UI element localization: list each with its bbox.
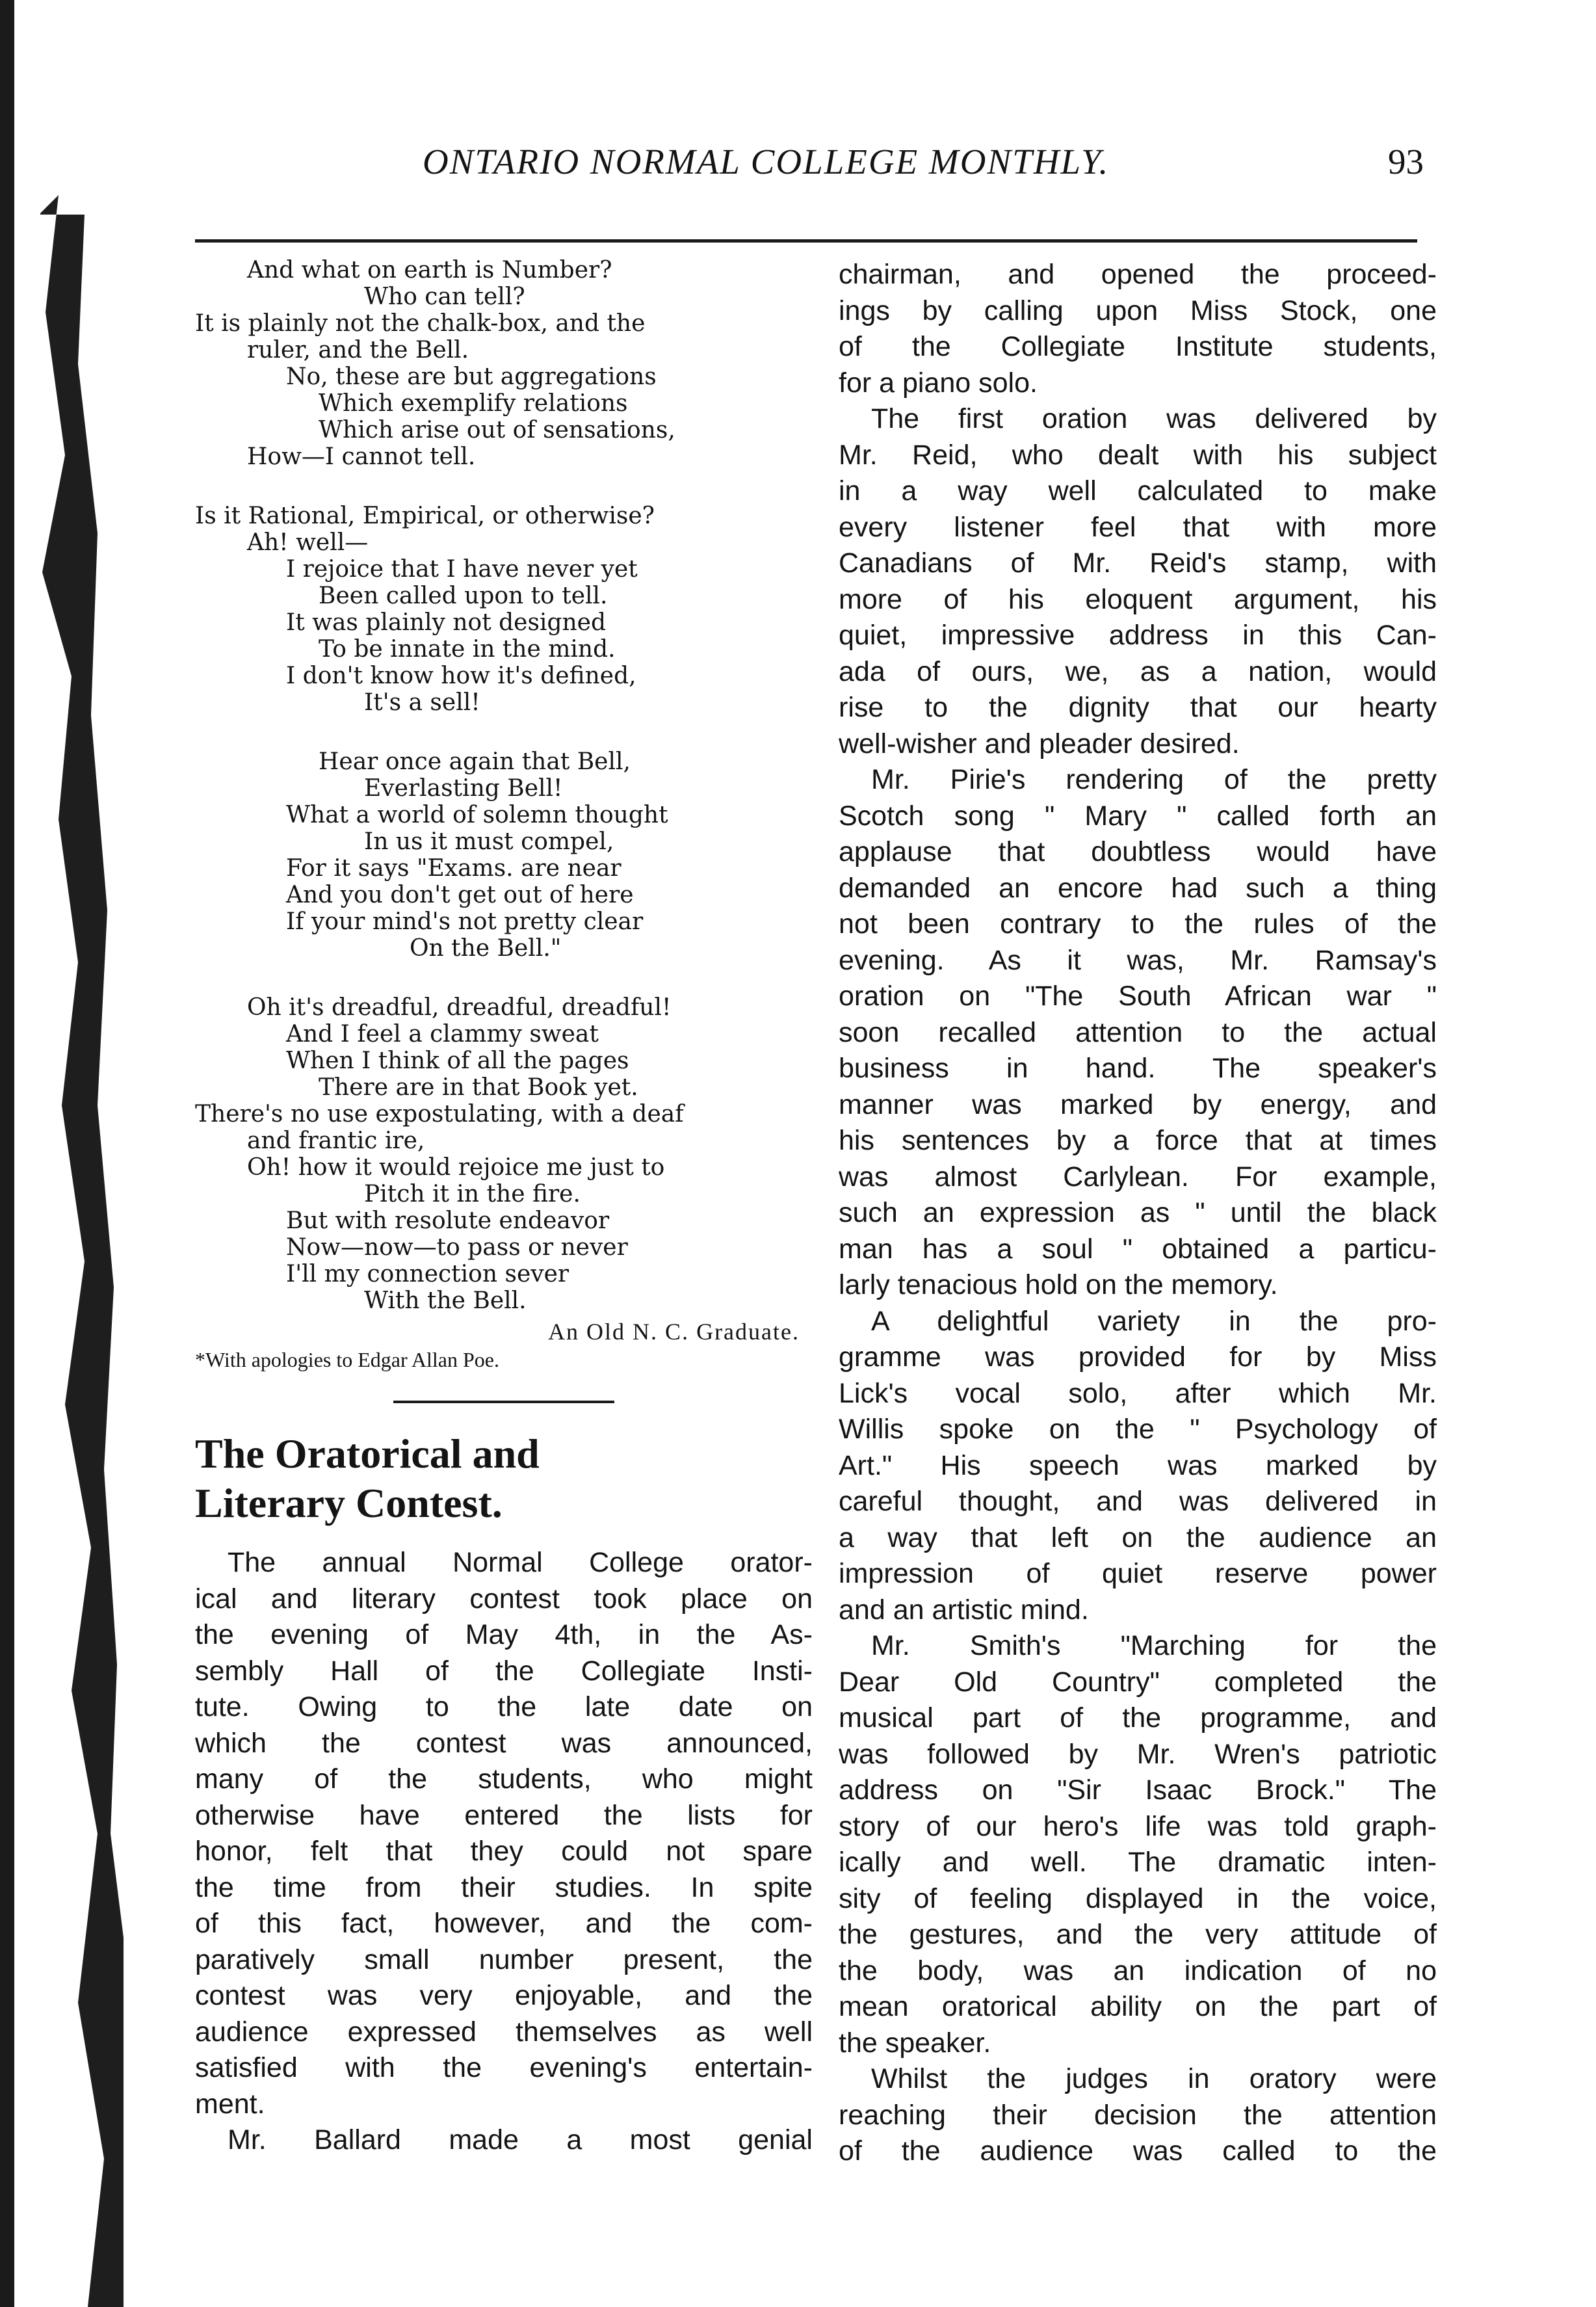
text-line: manner was marked by energy, and <box>839 1088 1437 1120</box>
text-line: the body, was an indication of no <box>839 1955 1437 1986</box>
page-header <box>195 127 1430 205</box>
text-line: contest was very enjoyable, and the <box>195 1980 813 2011</box>
poem-line: In us it must compel, <box>364 828 614 855</box>
text-line: ical and literary contest took place on <box>195 1583 813 1615</box>
text-line: otherwise have entered the lists for <box>195 1799 813 1831</box>
page-binding-edge <box>0 0 124 2307</box>
poem-stanza-3 <box>195 748 813 962</box>
poem-line: and frantic ire, <box>247 1127 425 1154</box>
text-line: Mr. Smith's "Marching for the <box>871 1630 1437 1661</box>
text-line: and an artistic mind. <box>839 1594 1089 1626</box>
right-column <box>839 257 1437 2170</box>
article-paragraph <box>839 1304 1437 1629</box>
poem-line: And what on earth is Number? <box>247 257 612 283</box>
text-line: his sentences by a force that at times <box>839 1125 1437 1156</box>
text-line: soon recalled attention to the actual <box>839 1016 1437 1048</box>
poem-line: I'll my connection sever <box>286 1261 569 1287</box>
text-line: not been contrary to the rules of the <box>839 908 1437 940</box>
poem-line: It was plainly not designed <box>286 609 607 636</box>
running-title: ONTARIO NORMAL COLLEGE MONTHLY. <box>423 142 1110 181</box>
text-line: paratively small number present, the <box>195 1944 813 1975</box>
text-line: mean oratorical ability on the part of <box>839 1991 1437 2022</box>
poem-line: Is it Rational, Empirical, or otherwise? <box>195 503 655 529</box>
text-line: of this fact, however, and the com- <box>195 1908 813 1939</box>
text-line: every listener feel that with more <box>839 511 1437 543</box>
text-line: story of our hero's life was told graph- <box>839 1810 1437 1842</box>
text-line: careful thought, and was delivered in <box>839 1486 1437 1517</box>
article-paragraph <box>839 257 1437 401</box>
text-line: was followed by Mr. Wren's patriotic <box>839 1738 1437 1770</box>
text-line: audience expressed themselves as well <box>195 2016 813 2048</box>
article-paragraph <box>839 2061 1437 2170</box>
text-line: many of the students, who might <box>195 1763 813 1795</box>
poem-stanza-2 <box>195 503 813 716</box>
poem-line: What a world of solemn thought <box>286 802 668 828</box>
article-title-line: The Oratorical and <box>195 1430 540 1477</box>
text-line: address on "Sir Isaac Brock." The <box>839 1774 1437 1806</box>
poem-stanza-1 <box>195 257 813 470</box>
text-line: business in hand. The speaker's <box>839 1053 1437 1084</box>
poem-line: Ah! well— <box>247 529 369 556</box>
text-line: the speaker. <box>839 2027 991 2059</box>
poem-line: When I think of all the pages <box>286 1048 629 1074</box>
text-line: Canadians of Mr. Reid's stamp, with <box>839 547 1437 579</box>
poem-line: It's a sell! <box>364 689 480 716</box>
text-line: ically and well. The dramatic inten- <box>839 1847 1437 1878</box>
text-line: Mr. Reid, who dealt with his subject <box>839 439 1437 471</box>
poem-line: I don't know how it's defined, <box>286 663 636 689</box>
text-line: A delightful variety in the pro- <box>871 1305 1437 1337</box>
left-column <box>195 257 813 2159</box>
text-line: gramme was provided for by Miss <box>839 1341 1437 1373</box>
text-line: impression of quiet reserve power <box>839 1558 1437 1589</box>
text-line: ings by calling upon Miss Stock, one <box>839 295 1437 326</box>
text-line: The annual Normal College orator- <box>228 1547 813 1578</box>
poem-line: Now—now—to pass or never <box>286 1234 628 1261</box>
poem-line: Oh it's dreadful, dreadful, dreadful! <box>247 994 672 1021</box>
text-line: The first oration was delivered by <box>871 403 1437 434</box>
poem-line: And you don't get out of here <box>286 882 634 908</box>
article-paragraph <box>839 762 1437 1304</box>
poem-line: And I feel a clammy sweat <box>286 1021 599 1048</box>
poem-line: Pitch it in the fire. <box>364 1181 581 1207</box>
text-line: quiet, impressive address in this Can- <box>839 620 1437 651</box>
poem-stanza-4 <box>195 994 813 1314</box>
article-title <box>195 1429 813 1528</box>
poem-signature: An Old N. C. Graduate. <box>548 1319 800 1345</box>
text-line: reaching their decision the attention <box>839 2099 1437 2131</box>
text-line: honor, felt that they could not spare <box>195 1836 813 1867</box>
text-line: of the audience was called to the <box>839 2135 1437 2167</box>
text-line: ada of ours, we, as a nation, would <box>839 655 1437 687</box>
poem-line: There's no use expostulating, with a deaf <box>195 1101 684 1127</box>
text-line: sity of feeling displayed in the voice, <box>839 1882 1437 1914</box>
text-line: man has a soul " obtained a particu- <box>839 1233 1437 1265</box>
text-line: Scotch song " Mary " called forth an <box>839 800 1437 832</box>
text-line: Mr. Ballard made a most genial <box>228 2124 813 2155</box>
article-paragraph <box>839 401 1437 762</box>
text-line: demanded an encore had such a thing <box>839 872 1437 904</box>
text-line: larly tenacious hold on the memory. <box>839 1269 1278 1300</box>
text-line: Lick's vocal solo, after which Mr. <box>839 1377 1437 1409</box>
text-line: such an expression as " until the black <box>839 1197 1437 1228</box>
text-line: Willis spoke on the " Psychology of <box>839 1414 1437 1445</box>
text-line: oration on "The South African war " <box>839 981 1437 1012</box>
poem-line: I rejoice that I have never yet <box>286 556 638 583</box>
text-line: the gestures, and the very attitude of <box>839 1919 1437 1950</box>
poem-line: On the Bell." <box>410 935 562 962</box>
text-line: the time from their studies. In spite <box>195 1871 813 1903</box>
text-line: Art." His speech was marked by <box>839 1449 1437 1481</box>
section-divider <box>393 1401 614 1403</box>
text-line: which the contest was announced, <box>195 1727 813 1759</box>
poem-line: If your mind's not pretty clear <box>286 908 644 935</box>
text-line: rise to the dignity that our hearty <box>839 692 1437 723</box>
text-line: sembly Hall of the Collegiate Insti- <box>195 1655 813 1687</box>
poem-line: No, these are but aggregations <box>286 363 657 390</box>
article-title-line: Literary Contest. <box>195 1480 503 1526</box>
poem-line: For it says "Exams. are near <box>286 855 621 882</box>
article-paragraph <box>195 2122 813 2159</box>
poem-line: Everlasting Bell! <box>364 775 563 802</box>
text-line: more of his eloquent argument, his <box>839 583 1437 615</box>
poem-line: Been called upon to tell. <box>319 583 608 609</box>
poem-line: Which arise out of sensations, <box>319 417 675 443</box>
text-line: tute. Owing to the late date on <box>195 1691 813 1722</box>
text-line: ment. <box>195 2088 265 2120</box>
article-paragraph <box>195 1545 813 2122</box>
text-line: Dear Old Country" completed the <box>839 1666 1437 1698</box>
poem-line: There are in that Book yet. <box>319 1074 638 1101</box>
text-line: evening. As it was, Mr. Ramsay's <box>839 944 1437 976</box>
text-line: chairman, and opened the proceed- <box>839 259 1437 290</box>
poem-line: How—I cannot tell. <box>247 443 476 470</box>
text-line: musical part of the programme, and <box>839 1702 1437 1734</box>
text-line: satisfied with the evening's entertain- <box>195 2052 813 2083</box>
poem-line: ruler, and the Bell. <box>247 337 469 363</box>
text-line: in a way well calculated to make <box>839 475 1437 507</box>
poem-line: Oh! how it would rejoice me just to <box>247 1154 665 1181</box>
header-rule <box>195 239 1417 243</box>
article-paragraph <box>839 1628 1437 2061</box>
text-line: the evening of May 4th, in the As- <box>195 1619 813 1650</box>
page-number: 93 <box>1388 142 1424 181</box>
poem-line: Hear once again that Bell, <box>319 748 631 775</box>
poem-line: To be innate in the mind. <box>319 636 616 663</box>
poem-line: Who can tell? <box>364 283 525 310</box>
poem-footnote: *With apologies to Edgar Allan Poe. <box>195 1348 499 1371</box>
poem-line: Which exemplify relations <box>319 390 628 417</box>
text-line: a way that left on the audience an <box>839 1522 1437 1553</box>
poem-line: It is plainly not the chalk-box, and the <box>195 310 646 337</box>
text-line: of the Collegiate Institute students, <box>839 331 1437 362</box>
text-line: well-wisher and pleader desired. <box>839 728 1240 759</box>
text-line: applause that doubtless would have <box>839 836 1437 867</box>
text-line: was almost Carlylean. For example, <box>839 1161 1437 1193</box>
text-line: Whilst the judges in oratory were <box>871 2063 1437 2094</box>
poem-line: But with resolute endeavor <box>286 1207 610 1234</box>
text-line: for a piano solo. <box>839 367 1038 399</box>
poem-line: With the Bell. <box>364 1287 527 1314</box>
text-line: Mr. Pirie's rendering of the pretty <box>871 764 1437 795</box>
